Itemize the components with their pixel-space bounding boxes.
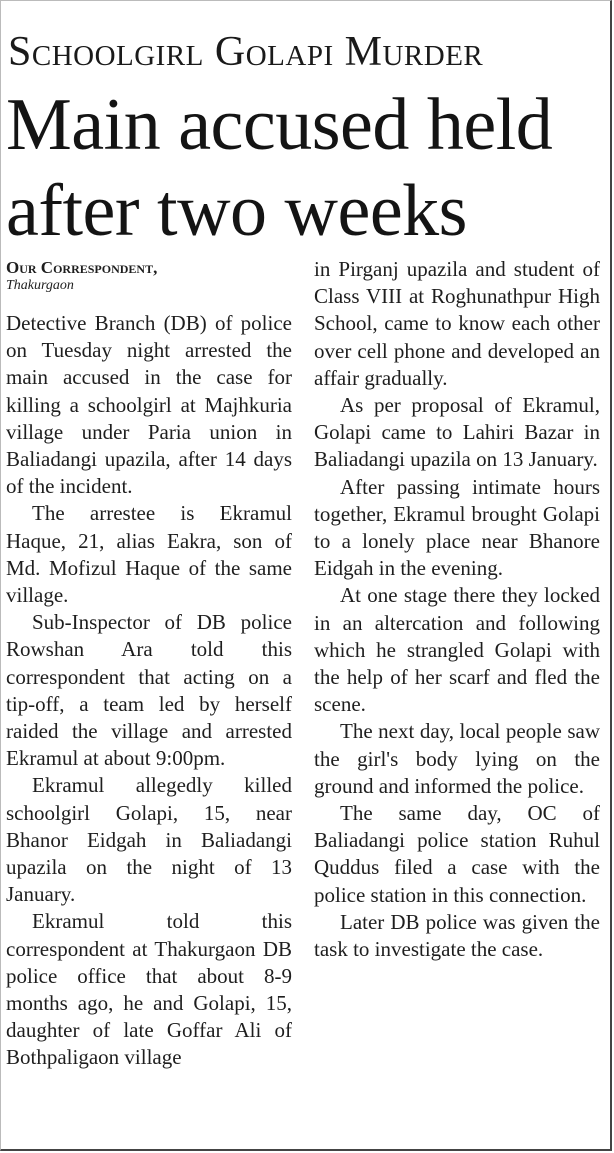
article-kicker: Schoolgirl Golapi Murder — [8, 29, 484, 75]
byline: Our Correspondent, — [6, 258, 158, 277]
body-paragraph: After passing intimate hours together, Ekramul brought Golapi to a lonely place near Bhanore Eidgah in the evening. — [314, 474, 600, 581]
article-column-right — [314, 256, 600, 963]
body-paragraph: At one stage there they locked in an altercation and following which he strangled Golapi with the help of her scarf and fled the scene. — [314, 583, 600, 717]
body-paragraph: Detective Branch (DB) of police on Tuesday night arrested the main accused in the case for killing a schoolgirl at Majhkuria village under Paria union in Baliadangi upazila, after 14 days of the incident. — [6, 311, 292, 499]
body-paragraph: in Pirganj upazila and student of Class VIII at Roghunathpur High School, came to know each other over cell phone and developed an affair gradually. — [314, 257, 600, 390]
body-paragraph: The arrestee is Ekramul Haque, 21, alias Eakra, son of Md. Mofizul Haque of the same village. — [6, 501, 292, 608]
dateline: Thakurgaon — [6, 278, 74, 293]
body-paragraph: Ekramul told this correspondent at Thakurgaon DB police office that about 8-9 months ago, he and Golapi, 15, daughter of late Goffar Ali of Bothpaligaon village — [6, 909, 292, 1070]
article-headline: Main accused held after two weeks — [6, 84, 553, 252]
body-paragraph: Later DB police was given the task to investigate the case. — [314, 909, 600, 962]
body-paragraph: The same day, OC of Baliadangi police station Ruhul Quddus filed a case with the police station in this connection. — [314, 801, 600, 907]
body-paragraph: The next day, local people saw the girl's body lying on the ground and informed the police. — [314, 719, 600, 798]
body-paragraph: Sub-Inspector of DB police Rowshan Ara told this correspondent that acting on a tip-off, a team led by herself raided the village and arrested Ekramul at about 9:00pm. — [6, 610, 292, 771]
body-paragraph: As per proposal of Ekramul, Golapi came to Lahiri Bazar in Baliadangi upazila on 13 January. — [314, 393, 600, 472]
article-column-left — [6, 258, 292, 1072]
body-paragraph: Ekramul allegedly killed schoolgirl Golapi, 15, near Bhanor Eidgah in Baliadangi upazila on the night of 13 January. — [6, 773, 292, 907]
